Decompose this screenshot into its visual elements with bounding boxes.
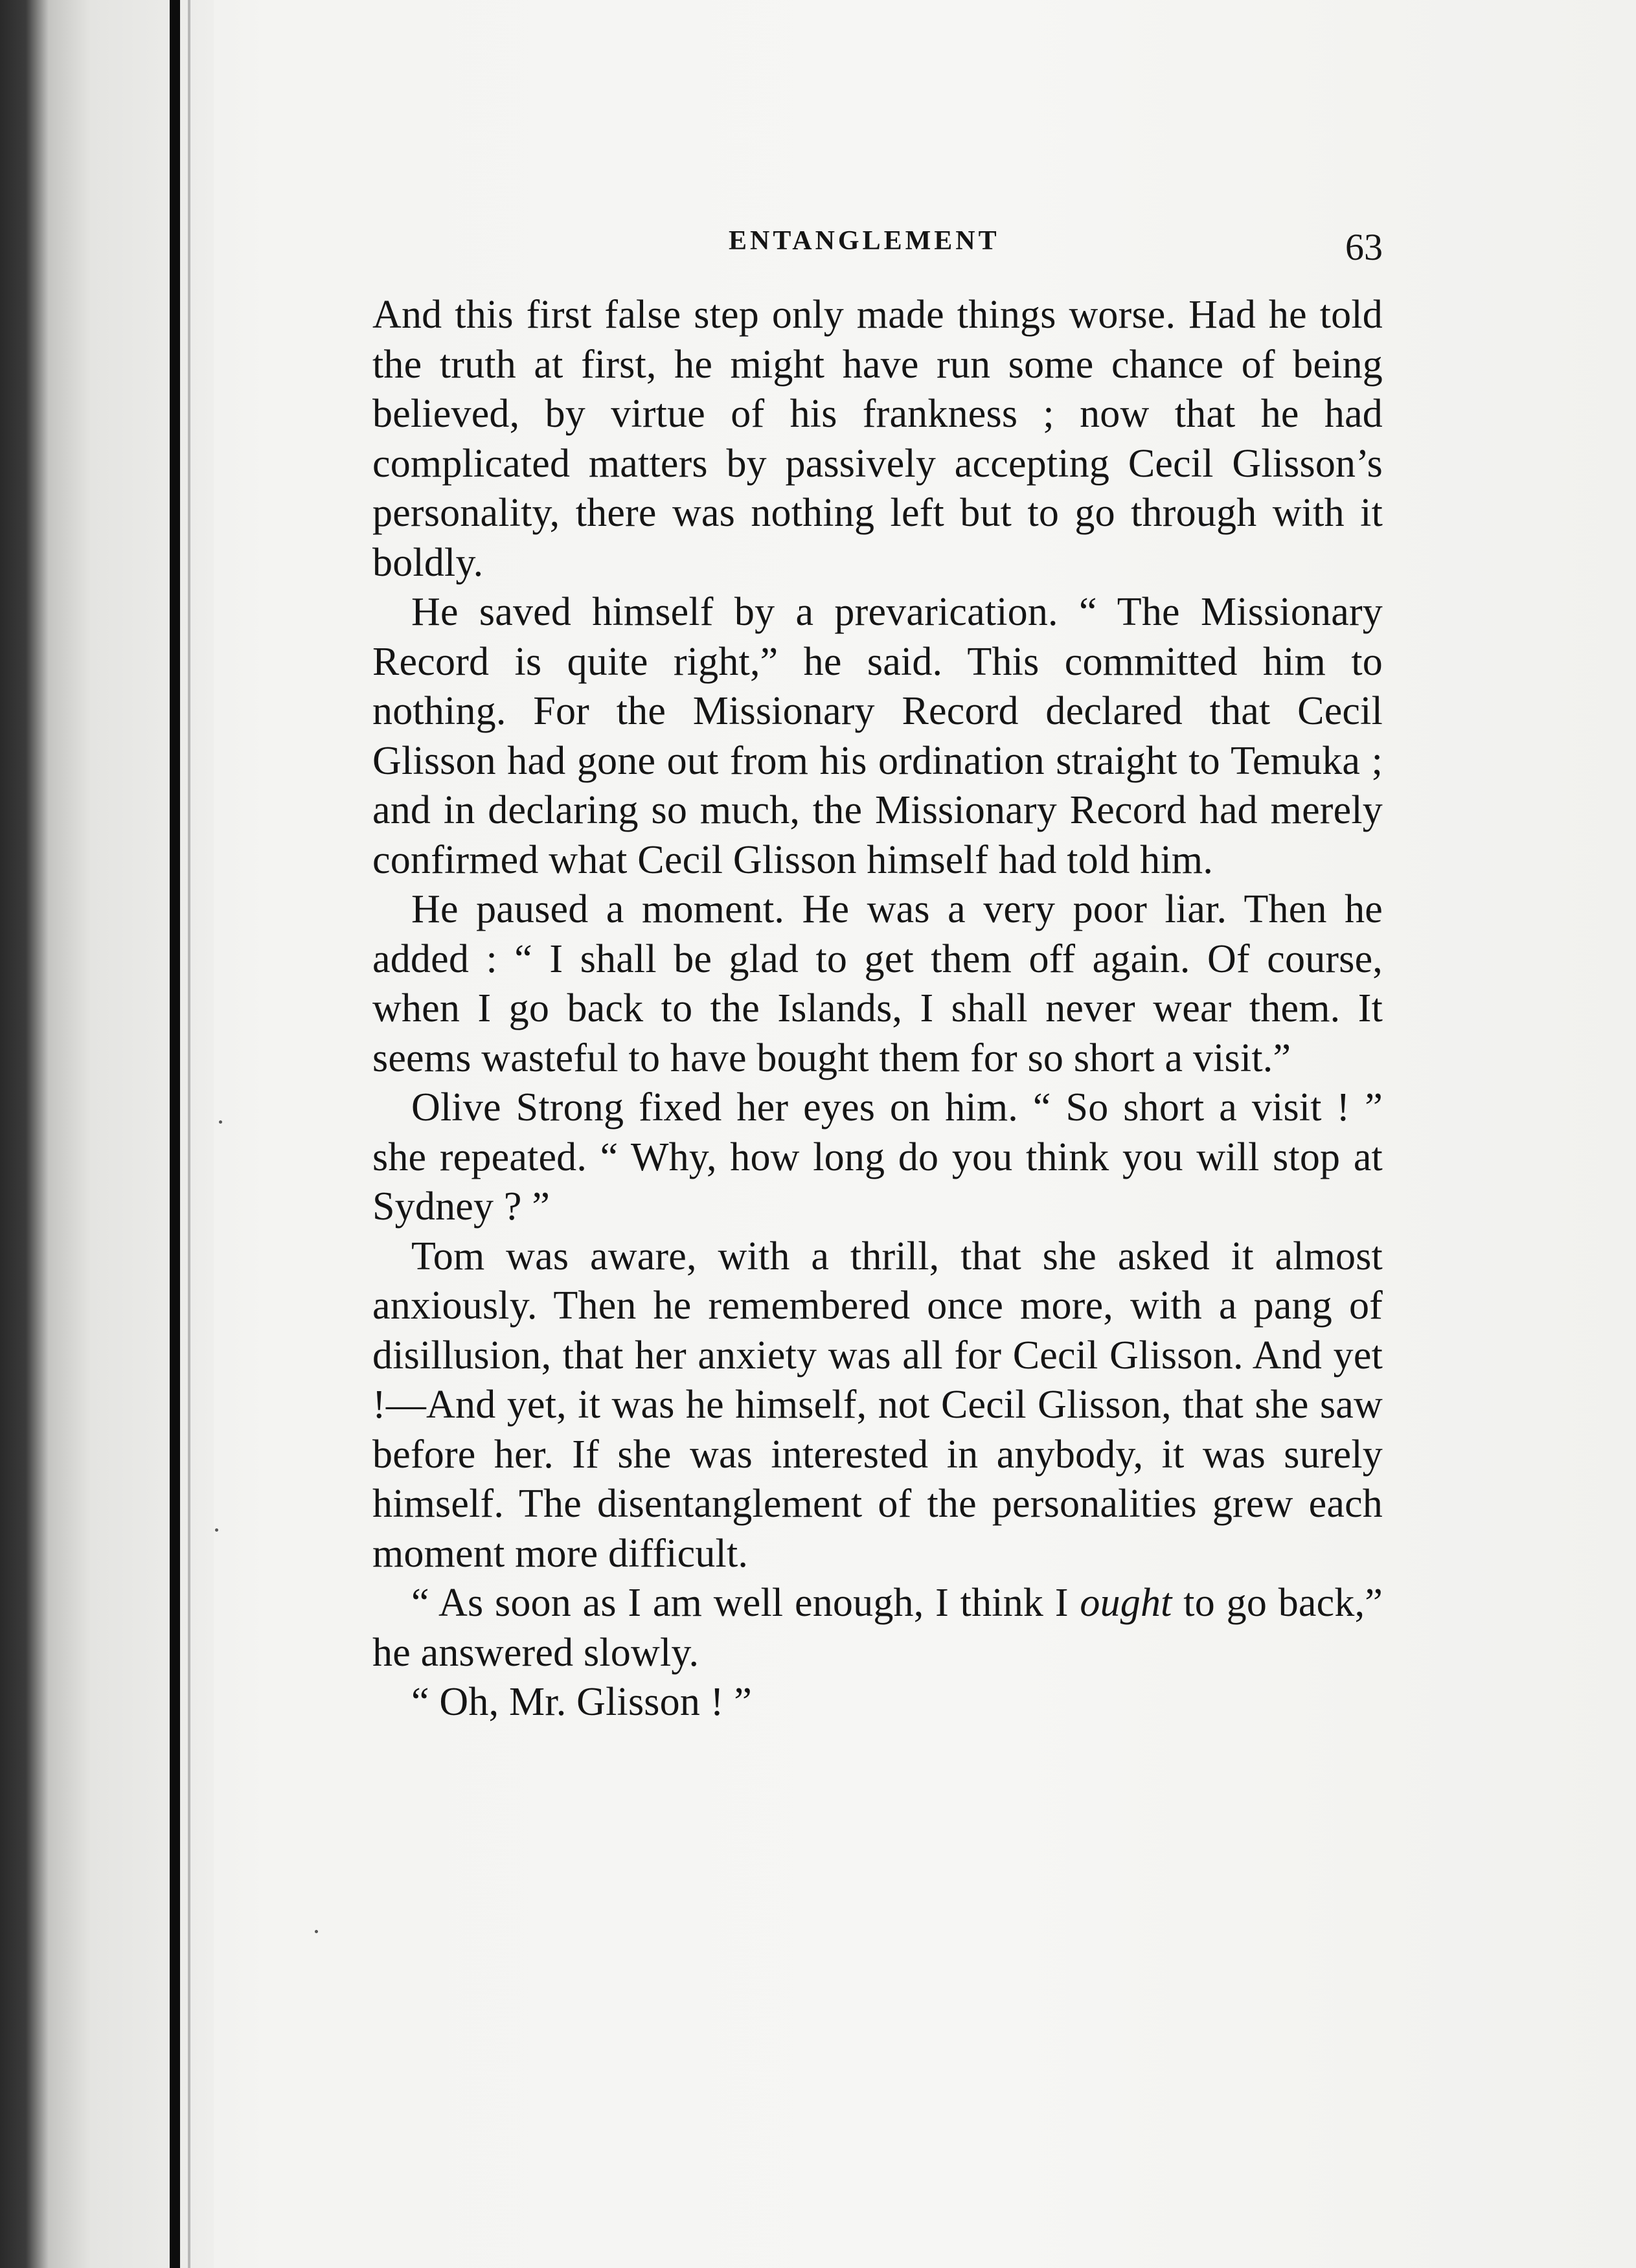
- paragraph-text: “ As soon as I am well enough, I think I: [411, 1581, 1080, 1625]
- paragraph-text: to go back,” he answered slowly.: [372, 1581, 1383, 1675]
- paragraph: Olive Strong fixed her eyes on him. “ So short a visit ! ” she repeated. “ Why, how long do you think you will stop at Sydney ? ”: [372, 1085, 1383, 1229]
- paragraph: He saved himself by a prevarication. “ The Missionary Record is quite right,” he said. This committed him to nothing. For the Missionary Record declared that Cecil Glisson had gone out from his ordination straight to Temuka ; and in declaring so much, the Missionary Record had merely confirmed what Cecil Glisson himself had told him.: [372, 590, 1383, 882]
- paragraph: [372, 1578, 1383, 1677]
- book-page: [372, 219, 1383, 1727]
- gutter-shadow: [188, 0, 190, 2268]
- scan-speck: [315, 1930, 318, 1933]
- emphasized-word: ought: [1080, 1581, 1172, 1625]
- paragraph: Tom was aware, with a thrill, that she asked it almost anxiously. Then he remembered once more, with a pang of disillusion, that her anxiety was all for Cecil Glisson. And yet !—And yet, it was he himself, not Cecil Glisson, that she saw before her. If she was interested in anybody, it was surely himself. The disentanglement of the personalities grew each moment more difficult.: [372, 1234, 1383, 1576]
- gutter-edge: [170, 0, 180, 2268]
- paragraph: “ Oh, Mr. Glisson ! ”: [411, 1680, 752, 1724]
- paragraph: He paused a moment. He was a very poor liar. Then he added : “ I shall be glad to get them off again. Of course, when I go back to the Islands, I shall never wear them. It seems wasteful to have bought them for so short a visit.”: [372, 887, 1383, 1080]
- page-number: 63: [1345, 226, 1383, 268]
- scan-speck: [215, 1528, 218, 1532]
- body-text: [372, 290, 1383, 1727]
- page-header: [372, 219, 1383, 290]
- running-head: ENTANGLEMENT: [729, 226, 1000, 256]
- paragraph: And this first false step only made things worse. Had he told the truth at first, he might have run some chance of being believed, by virtue of his frankness ; now that he had complicated matters by passively accepting Cecil Glisson’s personality, there was nothing left but to go through with it boldly.: [372, 293, 1383, 585]
- scan-speck: [219, 1120, 222, 1124]
- book-gutter: [0, 0, 214, 2268]
